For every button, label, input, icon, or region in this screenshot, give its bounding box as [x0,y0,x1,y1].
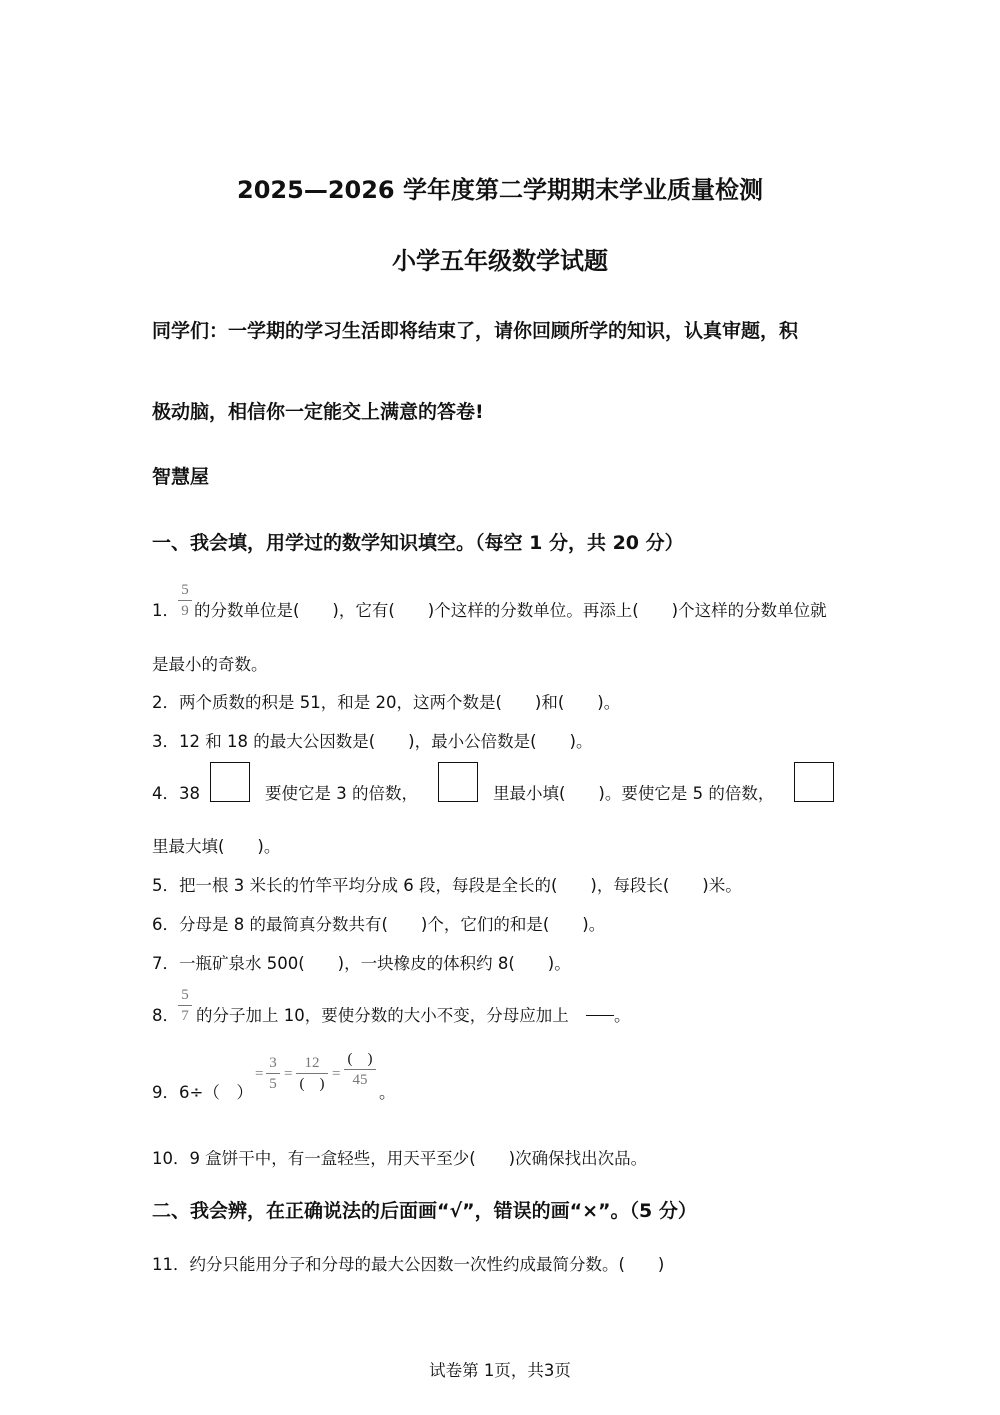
q4-text-2: 里最小填( )。要使它是 5 的倍数， [493,784,775,803]
answer-box-1[interactable] [210,762,250,802]
q1-fraction [178,581,192,620]
answer-box-3[interactable] [794,762,834,802]
q8-fraction [178,986,192,1025]
q9-fraction-2 [296,1054,328,1093]
q7-text: 7．一瓶矿泉水 500( )，一块橡皮的体积约 8( )。 [152,954,571,973]
q1-text: 的分数单位是( )，它有( )个这样的分数单位。再添上( )个这样的分数单位就 [194,601,827,620]
q8-text: 的分子加上 10，要使分数的大小不变，分母应加上 [196,1006,569,1025]
answer-box-2[interactable] [438,762,478,802]
exam-subtitle: 小学五年级数学试题 [392,247,608,275]
q9-fraction-3-numerator[interactable]: ( ) [347,1051,373,1067]
q4-text-1: 要使它是 3 的倍数， [265,784,418,803]
q1-number: 1． [152,601,179,620]
q9-equals-1: = [255,1066,264,1082]
q8-answer-blank[interactable] [586,1015,614,1016]
q8-fraction-numerator: 5 [181,987,189,1003]
q8-number: 8． [152,1006,179,1025]
q9-fraction-1 [266,1054,280,1093]
q9-equals-3: = [332,1066,341,1082]
q5-text: 5．把一根 3 米长的竹竿平均分成 6 段，每段是全长的( )，每段长( )米。 [152,876,742,895]
q6-text: 6．分母是 8 的最简真分数共有( )个，它们的和是( )。 [152,915,606,934]
q9-fraction-2-numerator: 12 [304,1055,320,1071]
q9-fraction-3 [344,1050,376,1089]
page-footer: 试卷第 1页，共3页 [429,1361,571,1380]
q8-fraction-denominator: 7 [181,1008,189,1024]
intro-line-1: 同学们：一学期的学习生活即将结束了，请你回顾所学的知识，认真审题，积 [152,320,799,342]
q1-fraction-numerator: 5 [181,582,189,598]
q9-fraction-1-numerator: 3 [269,1055,277,1071]
part2-heading: 二、我会辨，在正确说法的后面画“√”，错误的画“×”。（5 分） [152,1200,697,1222]
q9-lead: 9．6÷（ ） [152,1083,253,1102]
q4-lead: 4．38 [152,784,200,803]
q1-fraction-denominator: 9 [181,603,189,619]
q3-text: 3．12 和 18 的最大公因数是( )，最小公倍数是( )。 [152,732,593,751]
q4-text-3: 里最大填( )。 [152,837,281,856]
q9-fraction-2-denominator[interactable]: ( ) [299,1076,325,1092]
intro-line-2: 极动脑，相信你一定能交上满意的答卷! [152,401,484,423]
part1-heading: 一、我会填，用学过的数学知识填空。（每空 1 分，共 20 分） [152,532,684,554]
q9-equals-2: = [284,1066,293,1082]
q11-text: 11．约分只能用分子和分母的最大公因数一次性约成最简分数。( ) [152,1255,665,1274]
q2-text: 2．两个质数的积是 51，和是 20，这两个数是( )和( )。 [152,693,621,712]
section-label: 智慧屋 [152,466,210,488]
q1-text-continued: 是最小的奇数。 [152,655,268,674]
q9-fraction-3-denominator: 45 [352,1072,368,1088]
q10-text: 10．9 盒饼干中，有一盒轻些，用天平至少( )次确保找出次品。 [152,1149,648,1168]
exam-title: 2025—2026 学年度第二学期期末学业质量检测 [237,176,763,204]
q9-end: 。 [379,1083,396,1102]
q8-end: 。 [614,1006,631,1025]
q9-fraction-1-denominator: 5 [269,1076,277,1092]
